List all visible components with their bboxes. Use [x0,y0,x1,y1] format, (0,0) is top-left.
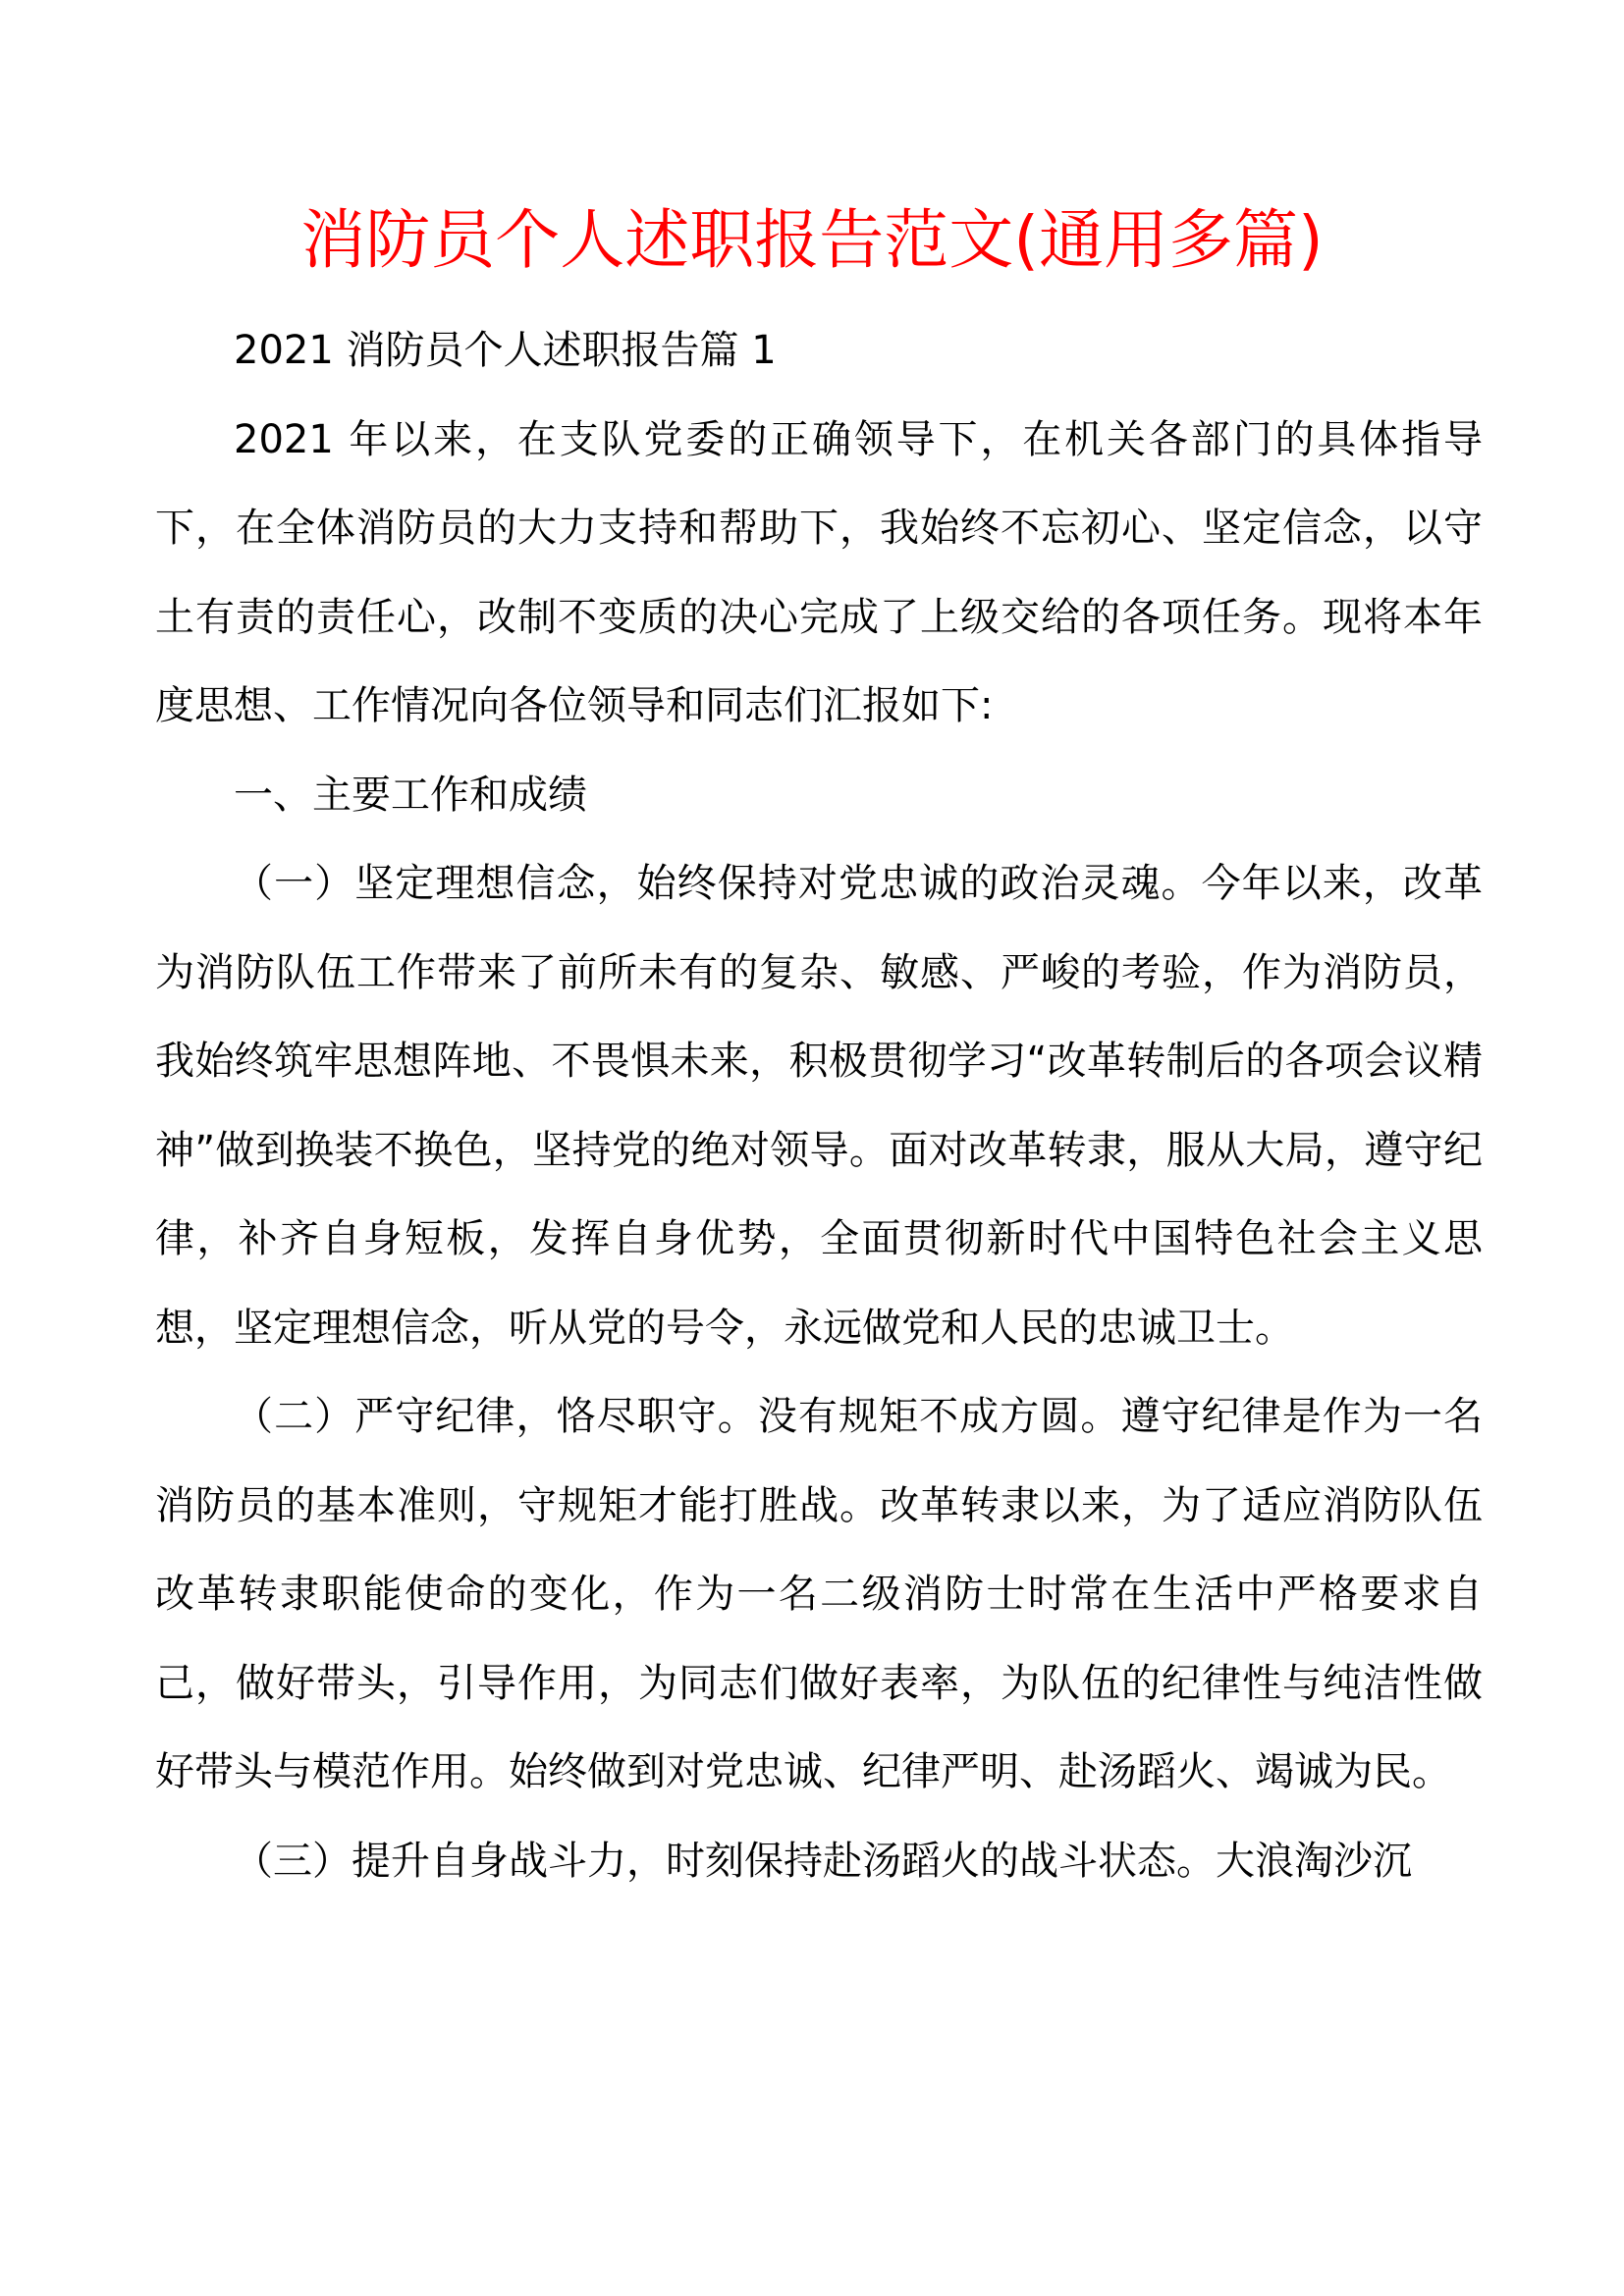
document-title: 消防员个人述职报告范文(通用多篇) [300,202,1324,278]
section-heading: 2021 消防员个人述职报告篇 1 [234,328,777,373]
paragraph: 2021 年以来，在支队党委的正确领导下，在机关各部门的具体指导下，在全体消防员的大力支持和帮助下，我始终不忘初心、坚定信念，以守土有责的责任心，改制不变质的决心完成了上级交给的各项任务。现将本年度思想、工作情况向各位领导和同志们汇报如下: [155,416,1483,728]
paragraph: （三）提升自身战斗力，时刻保持赴汤蹈火的战斗状态。大浪淘沙沉 [234,1838,1412,1884]
document-body [155,306,1483,1905]
paragraph: （一）坚定理想信念，始终保持对党忠诚的政治灵魂。今年以来，改革为消防队伍工作带来了前所未有的复杂、敏感、严峻的考验，作为消防员，我始终筑牢思想阵地、不畏惧未来，积极贯彻学习“改革转制后的各项会议精神”做到换装不换色，坚持党的绝对领导。面对改革转隶，服从大局，遵守纪律，补齐自身短板，发挥自身优势，全面贯彻新时代中国特色社会主义思想，坚定理想信念，听从党的号令，永远做党和人民的忠诚卫士。 [155,861,1483,1351]
paragraph: （二）严守纪律，恪尽职守。没有规矩不成方圆。遵守纪律是作为一名消防员的基本准则，守规矩才能打胜战。改革转隶以来，为了适应消防队伍改革转隶职能使命的变化，作为一名二级消防士时常在生活中严格要求自己，做好带头，引导作用，为同志们做好表率，为队伍的纪律性与纯洁性做好带头与模范作用。始终做到对党忠诚、纪律严明、赴汤蹈火、竭诚为民。 [155,1394,1483,1794]
subsection-heading: 一、主要工作和成绩 [234,772,587,818]
